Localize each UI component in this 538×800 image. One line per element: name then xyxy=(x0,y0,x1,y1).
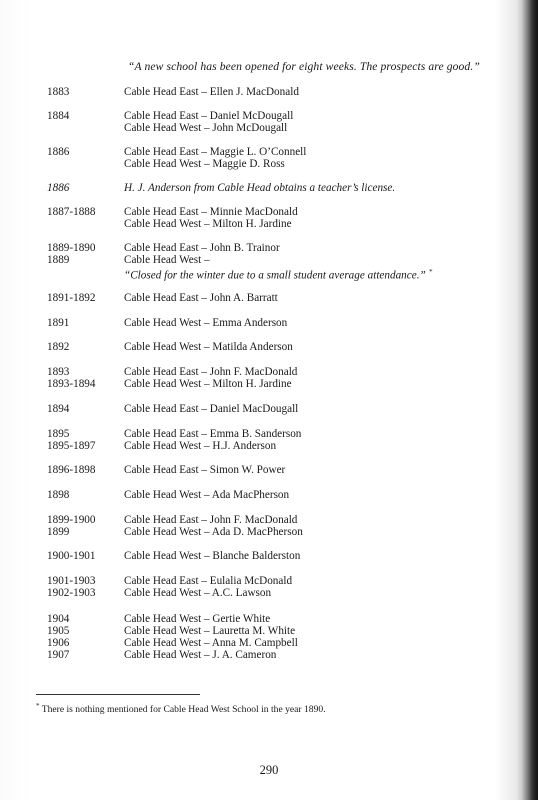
entry-years xyxy=(47,86,127,98)
entry-text xyxy=(124,428,524,452)
entry-year: 1895-1897 xyxy=(47,440,96,452)
entry-text xyxy=(124,317,524,329)
entry-line: Cable Head West – Ada D. MacPherson xyxy=(124,526,303,538)
entry-year: 1886 xyxy=(47,182,70,194)
entry-year: 1898 xyxy=(47,489,70,501)
entry-text xyxy=(124,110,524,134)
entry-years xyxy=(47,110,127,122)
entry-year: 1893-1894 xyxy=(47,378,96,390)
footnote-reference-mark: * xyxy=(428,268,433,276)
entry-year: 1895 xyxy=(47,428,70,440)
entry-line: Cable Head West – Blanche Balderston xyxy=(124,550,301,562)
entry-line: Cable Head West – xyxy=(124,254,210,266)
entry-line: H. J. Anderson from Cable Head obtains a teacher’s license. xyxy=(124,182,396,194)
footnote-divider xyxy=(36,694,200,695)
entry-text xyxy=(124,341,524,353)
entry-text xyxy=(124,489,524,501)
entry-text xyxy=(124,464,524,476)
entry-text xyxy=(124,182,524,194)
entry-year: 1891-1892 xyxy=(47,292,96,304)
entry-years xyxy=(47,146,127,158)
entry-line: Cable Head East – John F. MacDonald xyxy=(124,514,298,526)
entry-line: Cable Head East – Eulalia McDonald xyxy=(124,575,293,587)
entry-line: Cable Head West – J. A. Cameron xyxy=(124,649,277,661)
entry-line: Cable Head West – Milton H. Jardine xyxy=(124,378,292,390)
entry-year: 1899 xyxy=(47,526,70,538)
entry-year: 1901-1903 xyxy=(47,575,96,587)
entry-line: Cable Head West – H.J. Anderson xyxy=(124,440,277,452)
entry-year: 1889 xyxy=(47,254,70,266)
entry-text xyxy=(124,86,524,98)
entry-line: Cable Head West – Maggie D. Ross xyxy=(124,158,285,170)
entry-line: Cable Head West – Gertie White xyxy=(124,613,271,625)
entry-years xyxy=(47,575,127,599)
entry-line: Cable Head West – A.C. Lawson xyxy=(124,587,272,599)
entry-text xyxy=(124,575,524,599)
entry-note-text: “Closed for the winter due to a small student average attendance.” xyxy=(124,269,426,282)
entry-years xyxy=(47,550,127,562)
entry-years xyxy=(47,428,127,452)
entry-years xyxy=(47,489,127,501)
entry-years xyxy=(47,182,127,194)
entry-years xyxy=(47,613,127,661)
entry-line: Cable Head East – Maggie L. O’Connell xyxy=(124,146,307,158)
entry-years xyxy=(47,366,127,390)
entry-line: Cable Head East – Minnie MacDonald xyxy=(124,206,298,218)
entry-line: Cable Head East – John F. MacDonald xyxy=(124,366,298,378)
entry-text xyxy=(124,242,524,282)
entry-text xyxy=(124,366,524,390)
entry-text xyxy=(124,206,524,230)
entry-years xyxy=(47,242,127,266)
entry-line: Cable Head West – John McDougall xyxy=(124,122,288,134)
entry-line: Cable Head East – Daniel MacDougall xyxy=(124,403,299,415)
entry-years xyxy=(47,403,127,415)
entry-years xyxy=(47,464,127,476)
entry-note xyxy=(124,266,524,282)
entry-year: 1896-1898 xyxy=(47,464,96,476)
entry-years xyxy=(47,317,127,329)
intro-quote: “A new school has been opened for eight weeks. The prospects are good.” xyxy=(128,60,480,73)
entry-text xyxy=(124,146,524,170)
entry-year: 1893 xyxy=(47,366,70,378)
entry-line: Cable Head West – Ada MacPherson xyxy=(124,489,290,501)
footnote-mark: * xyxy=(36,702,40,710)
entry-year: 1887-1888 xyxy=(47,206,96,218)
entry-year: 1886 xyxy=(47,146,70,158)
entry-years xyxy=(47,514,127,538)
page-number: 290 xyxy=(259,763,279,777)
entry-year: 1902-1903 xyxy=(47,587,96,599)
entry-years xyxy=(47,206,127,218)
entry-line: Cable Head East – John B. Trainor xyxy=(124,242,280,254)
entry-line: Cable Head East – John A. Barratt xyxy=(124,292,278,304)
entry-year: 1905 xyxy=(47,625,70,637)
entry-year: 1904 xyxy=(47,613,70,625)
entry-text xyxy=(124,550,524,562)
footnote xyxy=(36,702,326,715)
entry-year: 1906 xyxy=(47,637,70,649)
entry-line: Cable Head East – Emma B. Sanderson xyxy=(124,428,302,440)
entry-year: 1889-1890 xyxy=(47,242,96,254)
entry-text xyxy=(124,514,524,538)
entry-text xyxy=(124,403,524,415)
entry-year: 1884 xyxy=(47,110,70,122)
entry-year: 1894 xyxy=(47,403,70,415)
entry-text xyxy=(124,613,524,661)
entry-line: Cable Head East – Daniel McDougall xyxy=(124,110,294,122)
page-binding-shadow xyxy=(522,0,538,800)
entry-line: Cable Head West – Milton H. Jardine xyxy=(124,218,292,230)
entry-year: 1907 xyxy=(47,649,70,661)
entry-line: Cable Head West – Emma Anderson xyxy=(124,317,288,329)
entry-line: Cable Head East – Ellen J. MacDonald xyxy=(124,86,299,98)
footnote-text: There is nothing mentioned for Cable Head West School in the year 1890. xyxy=(39,704,326,716)
entry-line: Cable Head West – Matilda Anderson xyxy=(124,341,293,353)
entry-text xyxy=(124,292,524,304)
entry-year: 1900-1901 xyxy=(47,550,96,562)
entry-year: 1899-1900 xyxy=(47,514,96,526)
entry-years xyxy=(47,292,127,304)
entry-line: Cable Head East – Simon W. Power xyxy=(124,464,286,476)
entry-year: 1891 xyxy=(47,317,70,329)
entry-line: Cable Head West – Lauretta M. White xyxy=(124,625,296,637)
entry-line: Cable Head West – Anna M. Campbell xyxy=(124,637,298,649)
entry-years xyxy=(47,341,127,353)
entry-year: 1883 xyxy=(47,86,70,98)
entry-year: 1892 xyxy=(47,341,70,353)
